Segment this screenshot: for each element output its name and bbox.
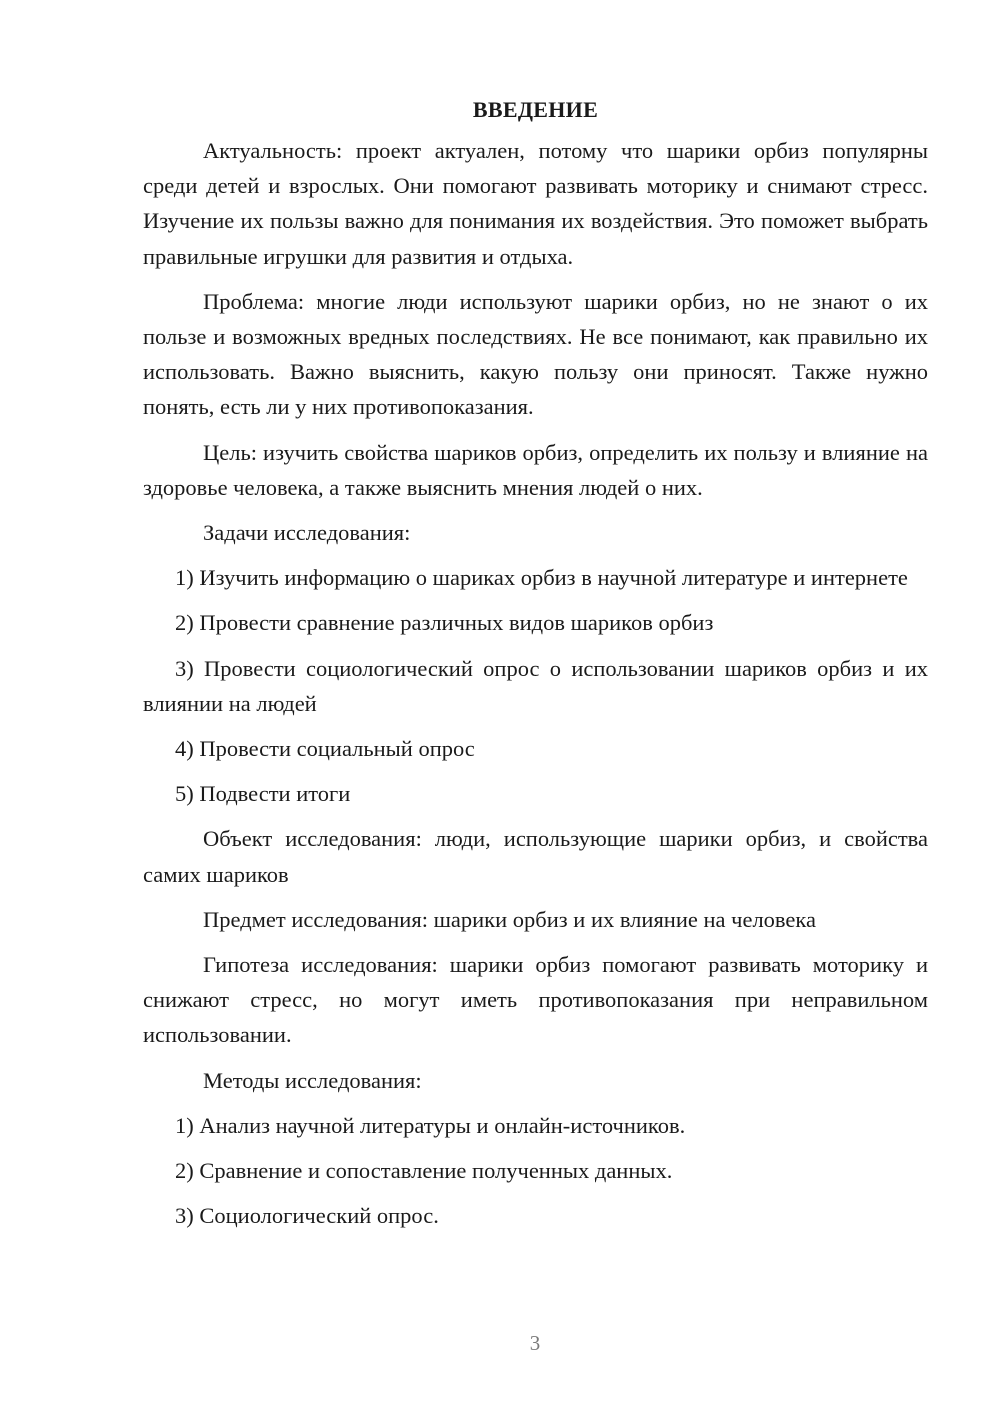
paragraph: Методы исследования: (203, 1067, 422, 1093)
list-item: 1) Анализ научной литературы и онлайн-источников. (175, 1112, 686, 1138)
paragraph: Проблема: многие люди используют шарики орбиз, но не знают о их пользе и возможных вредных последствиях. Не все понимают, как правильно их использовать. Важно выяснить, какую пользу они приносят. Также нужно понять, есть ли у них противопоказания. (143, 288, 928, 420)
list-item: 4) Провести социальный опрос (175, 736, 475, 762)
list-item: 5) Подвести итоги (175, 781, 351, 807)
document-body (143, 133, 928, 1233)
page-number: 3 (529, 1331, 541, 1355)
paragraph: Объект исследования: люди, использующие шарики орбиз, и свойства самих шариков (143, 826, 928, 887)
list-item: 3) Социологический опрос. (175, 1203, 439, 1229)
paragraph: Цель: изучить свойства шариков орбиз, определить их пользу и влияние на здоровье человека, а также выяснить мнения людей о них. (143, 439, 928, 500)
list-item: 1) Изучить информацию о шариках орбиз в научной литературе и интернете (175, 565, 908, 591)
paragraph: Актуальность: проект актуален, потому что шарики орбиз популярны среди детей и взрослых. Они помогают развивать моторику и снимают стресс. Изучение их пользы важно для понимания их воздействия. Это поможет выбрать правильные игрушки для развития и отдыха. (143, 138, 928, 269)
document-page (143, 92, 928, 1243)
page-title: ВВЕДЕНИЕ (472, 97, 599, 122)
paragraph: Задачи исследования: (203, 520, 411, 546)
list-item: 2) Провести сравнение различных видов шариков орбиз (175, 610, 714, 636)
paragraph: Гипотеза исследования: шарики орбиз помогают развивать моторику и снижают стресс, но могут иметь противопоказания при неправильном использовании. (143, 952, 928, 1048)
list-item: 2) Сравнение и сопоставление полученных данных. (175, 1158, 673, 1184)
paragraph: Предмет исследования: шарики орбиз и их влияние на человека (203, 906, 816, 932)
list-item: 3) Провести социологический опрос о использовании шариков орбиз и их влиянии на людей (143, 655, 928, 716)
